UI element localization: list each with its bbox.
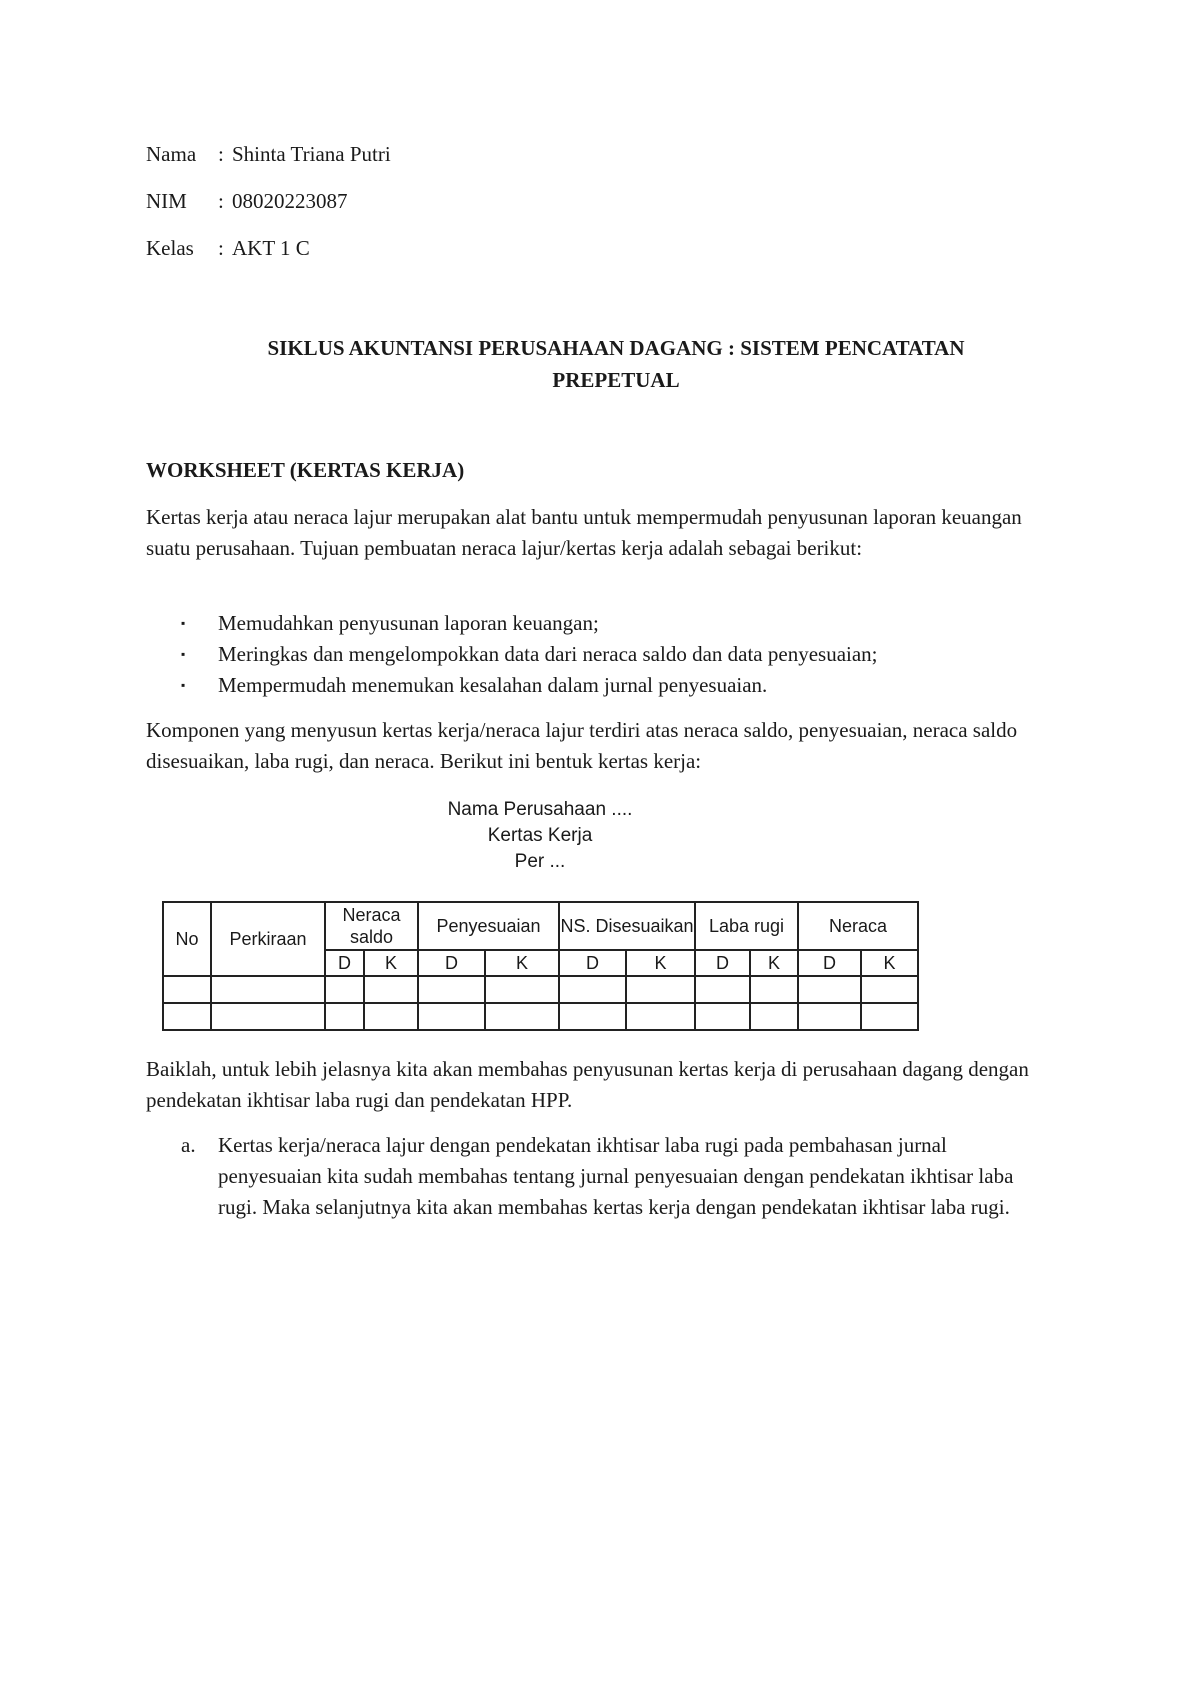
debit-header: D: [798, 950, 861, 976]
credit-header: K: [485, 950, 559, 976]
identity-key: Kelas: [146, 236, 194, 260]
table-cell: [861, 976, 918, 1003]
worksheet-doc-name: Kertas Kerja: [487, 825, 593, 846]
debit-header: D: [559, 950, 626, 976]
list-item: [146, 1130, 1046, 1223]
debit-header: D: [418, 950, 485, 976]
table-row: [163, 976, 918, 1003]
table-cell: [750, 1003, 798, 1030]
list-item-text: Memudahkan penyusunan laporan keuangan;: [218, 611, 599, 635]
column-group-header: Penyesuaian: [418, 902, 559, 950]
column-group-header: NS. Disesuaikan: [559, 902, 695, 950]
square-bullet-icon: ▪: [181, 678, 186, 692]
list-item-text: Meringkas dan mengelompokkan data dari neraca saldo dan data penyesuaian;: [218, 642, 878, 666]
credit-header: K: [626, 950, 695, 976]
table-cell: [626, 976, 695, 1003]
table-cell: [485, 1003, 559, 1030]
identity-value: 08020223087: [232, 189, 348, 213]
list-item: [146, 608, 1046, 639]
table-cell: [364, 976, 418, 1003]
components-paragraph: Komponen yang menyusun kertas kerja/neraca lajur terdiri atas neraca saldo, penyesuaian, neraca saldo disesuaikan, laba rugi, dan neraca. Berikut ini bentuk kertas kerja:: [146, 718, 1018, 773]
worksheet-body: [163, 976, 918, 1030]
identity-separator: :: [218, 236, 224, 260]
section-heading: WORKSHEET (KERTAS KERJA): [146, 458, 465, 482]
list-item: [146, 670, 1046, 701]
worksheet-period: Per ...: [514, 851, 566, 872]
table-cell: [695, 976, 750, 1003]
column-group-header: Laba rugi: [695, 902, 798, 950]
table-cell: [750, 976, 798, 1003]
identity-separator: :: [218, 142, 224, 166]
table-cell: [211, 976, 325, 1003]
debit-header: D: [325, 950, 364, 976]
identity-row-class: [146, 236, 391, 283]
table-cell: [798, 976, 861, 1003]
table-header-row: [163, 902, 918, 950]
identity-value: AKT 1 C: [232, 236, 310, 260]
table-cell: [163, 976, 211, 1003]
title-line: PREPETUAL: [552, 368, 680, 392]
identity-key: NIM: [146, 189, 187, 213]
list-item-text: Kertas kerja/neraca lajur dengan pendekatan ikhtisar laba rugi pada pembahasan jurnal penyesuaian kita sudah membahas tentang jurnal penyesuaian dengan pendekatan ikhtisar laba rugi. Maka selanjutnya kita akan membahas kertas kerja dengan pendekatan ikhtisar laba rugi.: [218, 1133, 1014, 1219]
document-title: [146, 332, 1086, 396]
column-group-header: Neraca saldo: [325, 902, 418, 950]
student-identity: [146, 142, 391, 283]
table-cell: [418, 976, 485, 1003]
square-bullet-icon: ▪: [181, 616, 186, 630]
debit-header: D: [695, 950, 750, 976]
column-header-account: Perkiraan: [211, 902, 325, 976]
credit-header: K: [750, 950, 798, 976]
table-cell: [798, 1003, 861, 1030]
identity-row-name: [146, 142, 391, 189]
table-cell: [695, 1003, 750, 1030]
worksheet-header: [380, 797, 700, 875]
worksheet-company: Nama Perusahaan ....: [447, 799, 633, 820]
identity-row-nim: [146, 189, 391, 236]
table-cell: [364, 1003, 418, 1030]
list-item-text: Mempermudah menemukan kesalahan dalam jurnal penyesuaian.: [218, 673, 768, 697]
table-row: [163, 1003, 918, 1030]
list-item: [146, 639, 1046, 670]
column-header-no: No: [163, 902, 211, 976]
table-cell: [485, 976, 559, 1003]
table-cell: [325, 1003, 364, 1030]
table-cell: [559, 976, 626, 1003]
table-cell: [559, 1003, 626, 1030]
intro-paragraph: Kertas kerja atau neraca lajur merupakan alat bantu untuk mempermudah penyusunan laporan keuangan suatu perusahaan. Tujuan pembuatan neraca lajur/kertas kerja adalah sebagai berikut:: [146, 505, 1022, 560]
identity-separator: :: [218, 189, 224, 213]
purpose-list: [146, 608, 1046, 701]
credit-header: K: [861, 950, 918, 976]
closing-paragraph: Baiklah, untuk lebih jelasnya kita akan membahas penyusunan kertas kerja di perusahaan dagang dengan pendekatan ikhtisar laba rugi dan pendekatan HPP.: [146, 1057, 1029, 1112]
identity-key: Nama: [146, 142, 197, 166]
approach-list: [146, 1130, 1046, 1223]
table-cell: [418, 1003, 485, 1030]
table-cell: [325, 976, 364, 1003]
list-marker: a.: [181, 1133, 196, 1157]
column-group-header: Neraca: [798, 902, 918, 950]
credit-header: K: [364, 950, 418, 976]
table-cell: [861, 1003, 918, 1030]
worksheet-table: [162, 901, 919, 1031]
table-cell: [626, 1003, 695, 1030]
table-cell: [211, 1003, 325, 1030]
table-cell: [163, 1003, 211, 1030]
title-line: SIKLUS AKUNTANSI PERUSAHAAN DAGANG : SISTEM PENCATATAN: [267, 336, 965, 360]
identity-value: Shinta Triana Putri: [232, 142, 391, 166]
square-bullet-icon: ▪: [181, 647, 186, 661]
